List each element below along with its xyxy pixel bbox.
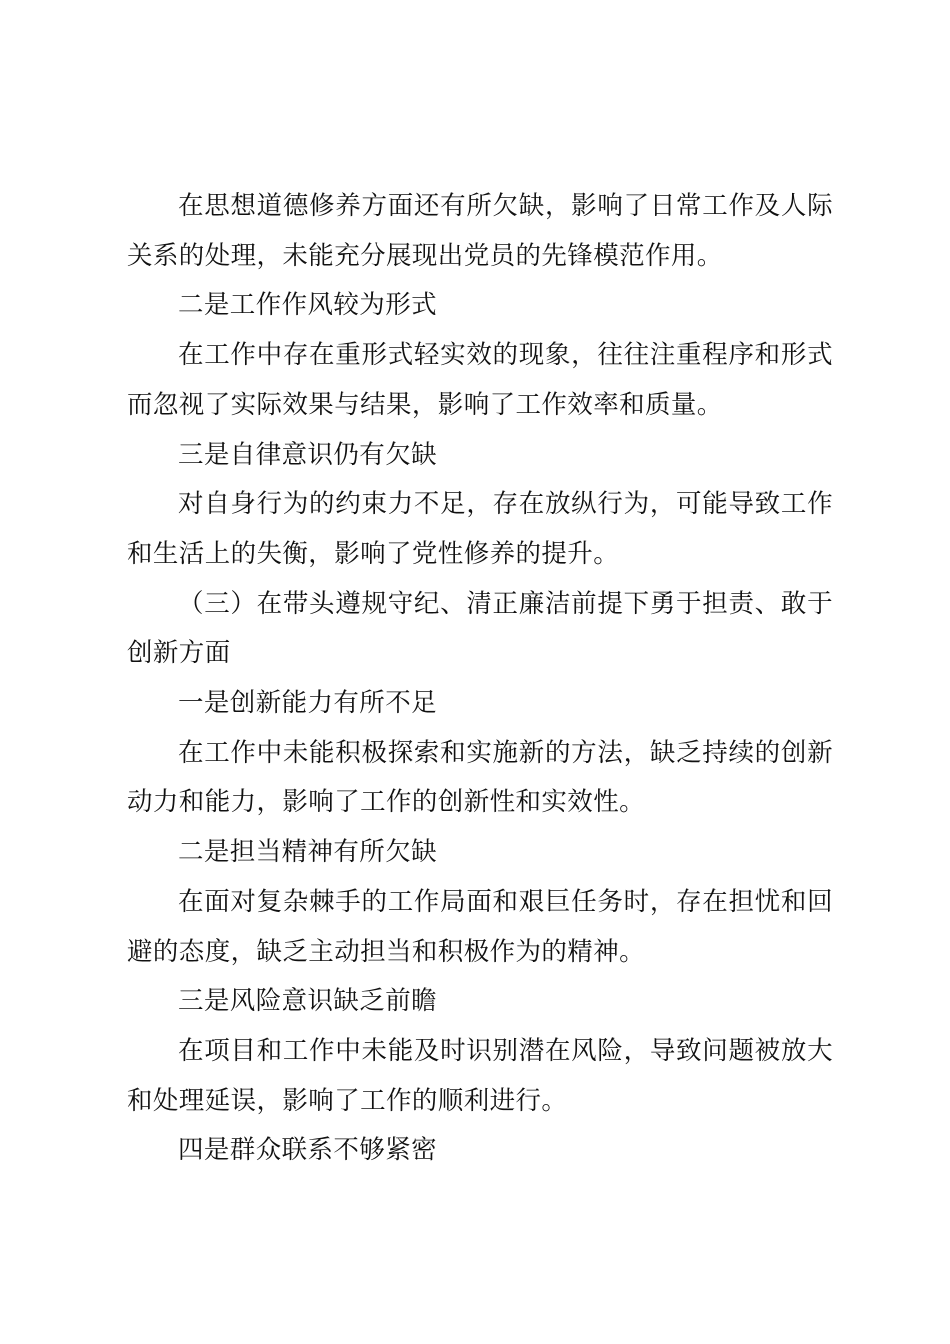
document-body [127,182,833,1176]
body-paragraph: 在面对复杂棘手的工作局面和艰巨任务时，存在担忧和回避的态度，缺乏主动担当和积极作为的精神。 [127,886,833,967]
body-paragraph: 在项目和工作中未能及时识别潜在风险，导致问题被放大和处理延误，影响了工作的顺利进行。 [127,1035,833,1116]
subheading: 四是群众联系不够紧密 [178,1135,438,1166]
body-paragraph: 对自身行为的约束力不足，存在放纵行为，可能导致工作和生活上的失衡，影响了党性修养的提升。 [127,489,833,569]
body-paragraph: 在工作中未能积极探索和实施新的方法，缺乏持续的创新动力和能力，影响了工作的创新性和实效性。 [127,737,833,818]
subheading: 一是创新能力有所不足 [178,688,438,719]
section-heading: （三）在带头遵规守纪、清正廉洁前提下勇于担责、敢于创新方面 [127,588,833,669]
subheading: 三是自律意识仍有欠缺 [178,439,438,470]
subheading: 二是工作作风较为形式 [178,290,438,321]
subheading: 二是担当精神有所欠缺 [178,837,438,868]
body-paragraph: 在思想道德修养方面还有所欠缺，影响了日常工作及人际关系的处理，未能充分展现出党员的先锋模范作用。 [127,191,833,271]
body-paragraph: 在工作中存在重形式轻实效的现象，往往注重程序和形式而忽视了实际效果与结果，影响了工作效率和质量。 [127,340,833,420]
subheading: 三是风险意识缺乏前瞻 [178,986,438,1017]
